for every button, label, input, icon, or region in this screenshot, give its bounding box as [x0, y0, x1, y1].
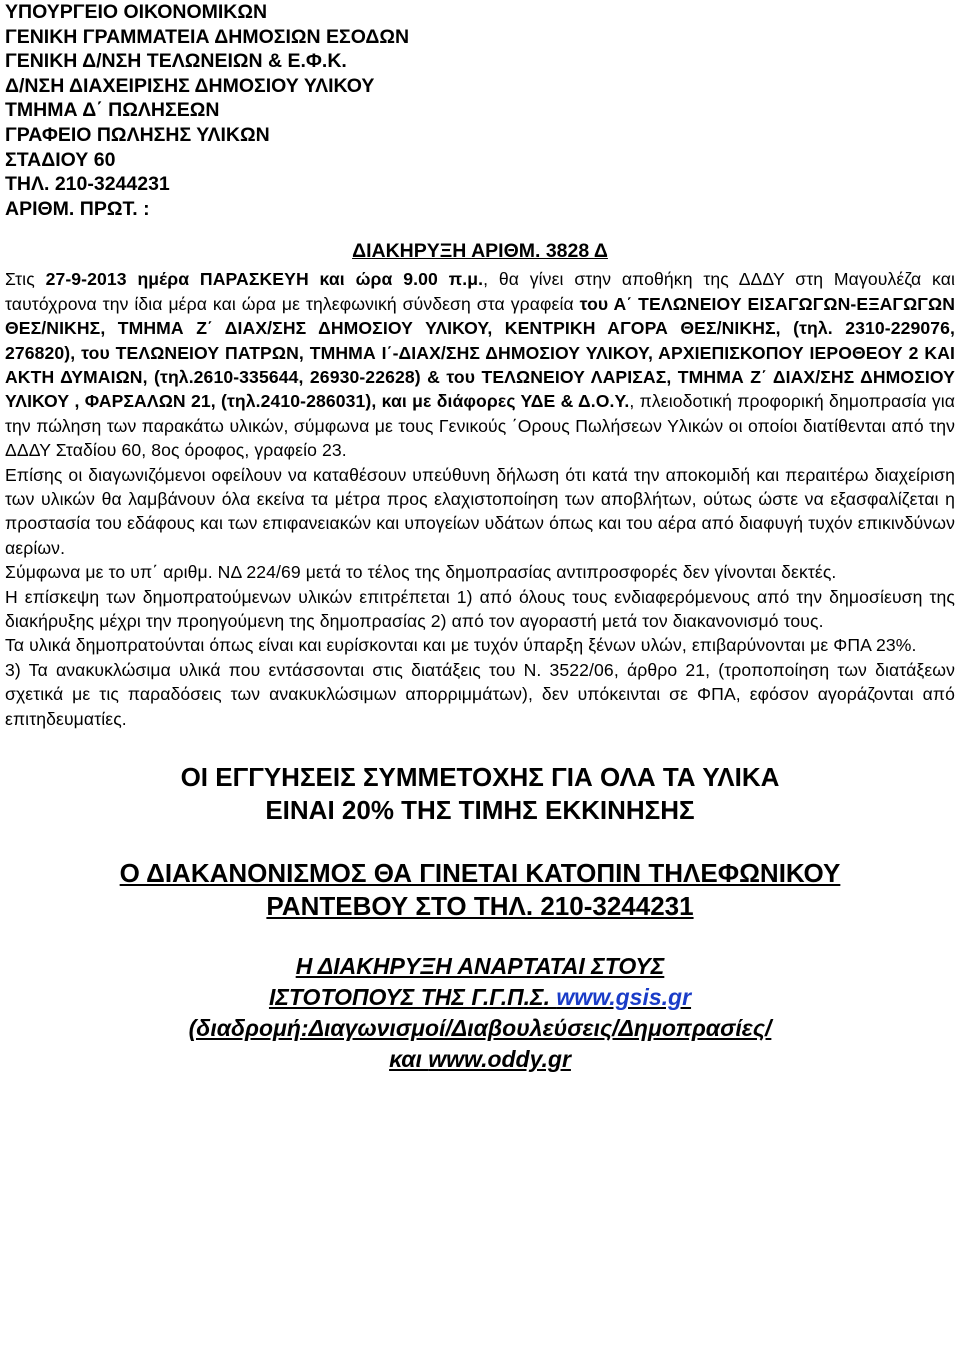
settlement-text: Ο ΔΙΑΚΑΝΟΝΙΣΜΟΣ ΘΑ ΓΙΝΕΤΑΙ ΚΑΤΟΠΙΝ ΤΗΛΕΦΩΝΙΚΟΥ	[119, 858, 841, 889]
gsis-link[interactable]: www.gsis.gr	[556, 984, 692, 1011]
publication-line: (διαδρομή:Διαγωνισμοί/Διαβουλεύσεις/Δημοπρασίες/	[188, 1015, 772, 1042]
settlement-notice	[5, 857, 955, 923]
title-text: ΔΙΑΚΗΡΥΞΗ ΑΡΙΘΜ. 3828 Δ	[352, 240, 608, 263]
publication-notice	[5, 951, 955, 1075]
letterhead-line: Δ/ΝΣΗ ΔΙΑΧΕΙΡΙΣΗΣ ΔΗΜΟΣΙΟΥ ΥΛΙΚΟΥ	[5, 74, 375, 97]
settlement-text: ΡΑΝΤΕΒΟΥ ΣΤΟ ΤΗΛ. 210-3244231	[266, 891, 694, 922]
document-title	[5, 239, 955, 263]
body-paragraph: Η επίσκεψη των δημοπρατούμενων υλικών επιτρέπεται 1) από όλους τους ενδιαφερόμενους από την δημοσίευση της διακήρυξης μέχρι την προηγούμενη της δημοπρασίας 2) από τον αγοραστή μετά τον διακανονισμό τους.	[5, 586, 955, 632]
intro-paragraph	[5, 267, 955, 462]
body-paragraph: Επίσης οι διαγωνιζόμενοι οφείλουν να καταθέσουν υπεύθυνη δήλωση ότι κατά την αποκομιδή και περαιτέρω διαχείριση των υλικών θα λαμβάνουν όλα εκείνα τα μέτρα προς ελαχιστοποίηση των αποβλήτων, ούτως ώστε να εξασφαλίζεται η προστασία του εδάφους και των επιφανειακών και υπογείων υδάτων όπως και του αέρα από διαφυγή τυχόν επικινδύνων αερίων.	[5, 464, 955, 558]
letterhead-line: ΓΕΝΙΚΗ ΓΡΑΜΜΑΤΕΙΑ ΔΗΜΟΣΙΩΝ ΕΣΟΔΩΝ	[5, 25, 410, 48]
letterhead-line: ΓΕΝΙΚΗ Δ/ΝΣΗ ΤΕΛΩΝΕΙΩΝ & Ε.Φ.Κ.	[5, 50, 347, 73]
letterhead-line: ΤΜΗΜΑ Δ΄ ΠΩΛΗΣΕΩΝ	[5, 99, 220, 122]
guarantee-line: ΕΙΝΑΙ 20% ΤΗΣ ΤΙΜΗΣ ΕΚΚΙΝΗΣΗΣ	[265, 795, 695, 826]
settlement-line	[5, 857, 955, 890]
letterhead-line: ΣΤΑΔΙΟΥ 60	[5, 148, 116, 171]
publication-line: Η ΔΙΑΚΗΡΥΞΗ ΑΝΑΡΤΑΤΑΙ ΣΤΟΥΣ	[295, 953, 665, 980]
intro-text: , πλειοδοτική προφορική δημοπρασία για την πώληση των παρακάτω υλικών, σύμφωνα με τους Γενικούς ΄Ορους Πωλήσεων Υλικών οι οποίοι διατίθενται από την ΔΔΔΥ Σταδίου 60, 8ος όροφος, γραφείο 23.	[5, 391, 955, 461]
guarantee-line: ΟΙ ΕΓΓΥΗΣΕΙΣ ΣΥΜΜΕΤΟΧΗΣ ΓΙΑ ΟΛΑ ΤΑ ΥΛΙΚΑ	[180, 762, 780, 793]
body-paragraph: Σύμφωνα με το υπ΄ αριθμ. ΝΔ 224/69 μετά το τέλος της δημοπρασίας αντιπροσφορές δεν γίνονται δεκτές.	[5, 562, 837, 583]
publication-line	[5, 982, 955, 1013]
letterhead-line: ΑΡΙΘΜ. ΠΡΩΤ. :	[5, 197, 150, 220]
publication-line	[5, 1044, 955, 1075]
letterhead-line: ΓΡΑΦΕΙΟ ΠΩΛΗΣΗΣ ΥΛΙΚΩΝ	[5, 123, 270, 146]
body-paragraph: Τα υλικά δημοπρατούνται όπως είναι και ευρίσκονται και με τυχόν ύπαρξη ξένων υλών, επιβαρύνονται με ΦΠΑ 23%.	[5, 635, 917, 656]
intro-text: , θα γίνει στην αποθήκη της ΔΔΔΥ στη Μαγουλέζα και ταυτόχρονα την ίδια μέρα και ώρα με τηλεφωνική σύνδεση στα γραφεία	[5, 269, 955, 314]
publication-text: και	[389, 1046, 429, 1073]
intro-text: Στις	[5, 269, 46, 290]
settlement-line	[5, 890, 955, 923]
letterhead-line: ΥΠΟΥΡΓΕΙΟ ΟΙΚΟΝΟΜΙΚΩΝ	[5, 1, 268, 23]
letterhead	[5, 0, 955, 221]
body-paragraph: 3) Τα ανακυκλώσιμα υλικά που εντάσσονται στις διατάξεις του Ν. 3522/06, άρθρο 21, (τροποποίηση των διατάξεων σχετικά με τις παραδόσεις των ανακυκλώσιμων απορριμμάτων), δεν υπόκεινται σε ΦΠΑ, εφόσον αγοράζονται από επιτηδευματίες.	[5, 659, 955, 729]
auction-date: 27-9-2013 ημέρα ΠΑΡΑΣΚΕΥΗ και ώρα 9.00 π.μ.	[45, 269, 484, 290]
offices-list: του Α΄ ΤΕΛΩΝΕΙΟΥ ΕΙΣΑΓΩΓΩΝ-ΕΞΑΓΩΓΩΝ ΘΕΣ/ΝΙΚΗΣ, ΤΜΗΜΑ Ζ΄ ΔΙΑΧ/ΣΗΣ ΔΗΜΟΣΙΟΥ ΥΛΙΚΟΥ, ΚΕΝΤΡΙΚΗ ΑΓΟΡΑ ΘΕΣ/ΝΙΚΗΣ, (τηλ. 2310-229076, 276820), του ΤΕΛΩΝΕΙΟΥ ΠΑΤΡΩΝ, ΤΜΗΜΑ Ι΄-ΔΙΑΧ/ΣΗΣ ΔΗΜΟΣΙΟΥ ΥΛΙΚΟΥ, ΑΡΧΙΕΠΙΣΚΟΠΟΥ ΙΕΡΟΘΕΟΥ 2 ΚΑΙ ΑΚΤΗ ΔΥΜΑΙΩΝ, (τηλ.2610-335644, 26930-22628) & του ΤΕΛΩΝΕΙΟΥ ΛΑΡΙΣΑΣ, ΤΜΗΜΑ Ζ΄ ΔΙΑΧ/ΣΗΣ ΔΗΜΟΣΙΟΥ ΥΛΙΚΟΥ , ΦΑΡΣΑΛΩΝ 21, (τηλ.2410-286031), και με διάφορες ΥΔΕ & Δ.Ο.Υ.	[5, 293, 955, 412]
publication-text: ΙΣΤΟΤΟΠΟΥΣ ΤΗΣ Γ.Γ.Π.Σ.	[268, 984, 557, 1011]
letterhead-line: ΤΗΛ. 210-3244231	[5, 173, 170, 196]
guarantee-notice	[5, 761, 955, 827]
oddy-link[interactable]: www.oddy.gr	[428, 1046, 571, 1073]
